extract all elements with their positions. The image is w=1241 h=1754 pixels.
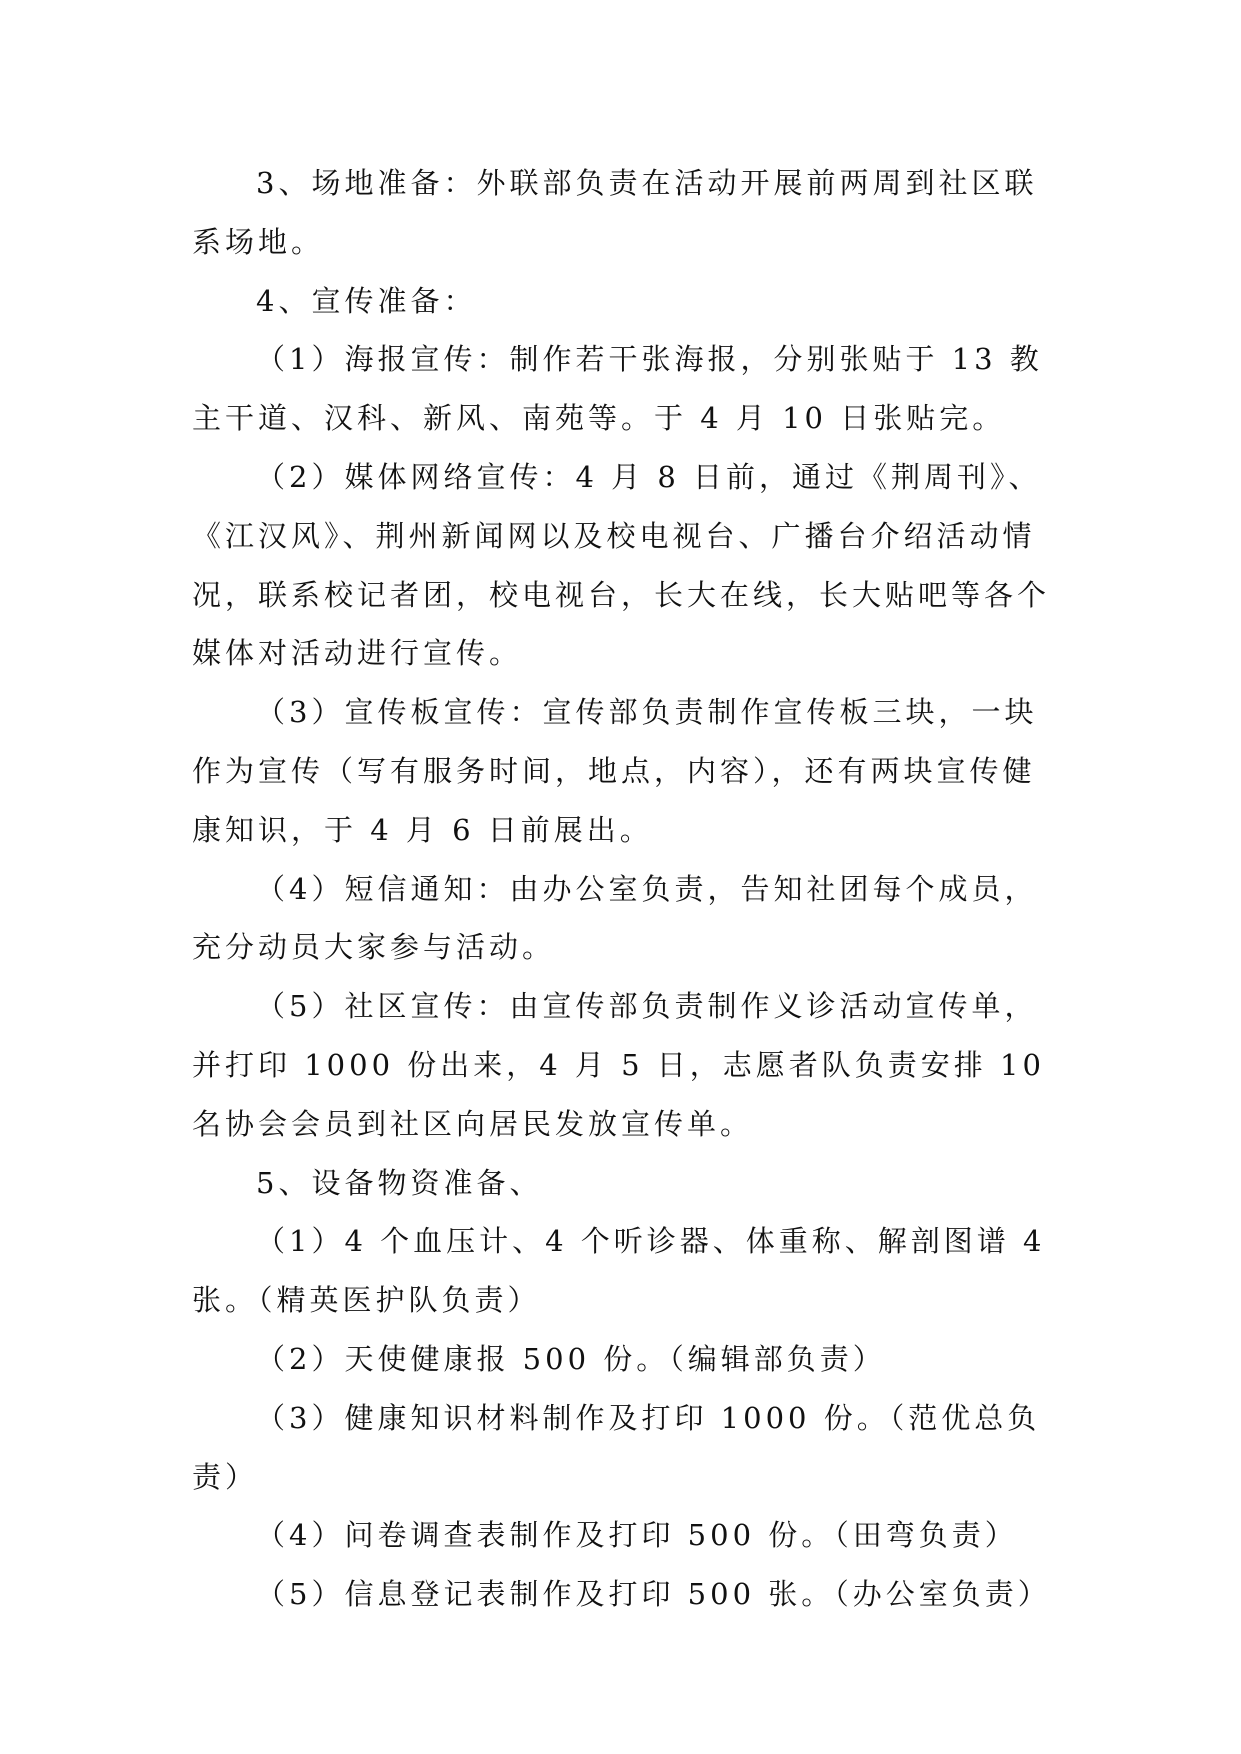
paragraph-equipment-item-2: （2）天使健康报 500 份。（编辑部负责） — [256, 1341, 886, 1376]
paragraph-sms-notice: （4）短信通知：由办公室负责，告知社团每个成员，充分动员大家参与活动。 — [192, 871, 1038, 965]
paragraph-equipment-item-4: （4）问卷调查表制作及打印 500 份。（田弯负责） — [256, 1518, 1018, 1553]
paragraph-equipment-prep: 5、设备物资准备、 — [256, 1165, 543, 1200]
paragraph-board-publicity: （3）宣传板宣传：宣传部负责制作宣传板三块，一块作为宣传（写有服务时间，地点，内容），还有两块宣传健康知识，于 4 月 6 日前展出。 — [192, 695, 1038, 847]
paragraph-poster-publicity: （1）海报宣传：制作若干张海报，分别张贴于 13 教主干道、汉科、新风、南苑等。于 4 月 10 日张贴完。 — [192, 342, 1043, 436]
paragraph-equipment-item-5: （5）信息登记表制作及打印 500 张。（办公室负责） — [256, 1577, 1051, 1612]
paragraph-community-publicity: （5）社区宣传：由宣传部负责制作义诊活动宣传单，并打印 1000 份出来，4 月 5 日，志愿者队负责安排 10 名协会会员到社区向居民发放宣传单。 — [192, 989, 1059, 1141]
paragraph-equipment-item-3: （3）健康知识材料制作及打印 1000 份。（范优总负责） — [192, 1400, 1041, 1494]
paragraph-publicity-prep: 4、宣传准备： — [256, 283, 477, 318]
paragraph-venue-prep: 3、场地准备：外联部负责在活动开展前两周到社区联系场地。 — [192, 166, 1038, 259]
paragraph-media-publicity: （2）媒体网络宣传：4 月 8 日前，通过《荆周刊》、《江汉风》、荆州新闻网以及校电视台、广播台介绍活动情况，联系校记者团，校电视台，长大在线，长大贴吧等各个媒体对活动进行宣传。 — [192, 459, 1051, 671]
document-body — [192, 154, 1059, 1624]
paragraph-equipment-item-1: （1）4 个血压计、4 个听诊器、体重称、解剖图谱 4 张。（精英医护队负责） — [192, 1224, 1059, 1318]
